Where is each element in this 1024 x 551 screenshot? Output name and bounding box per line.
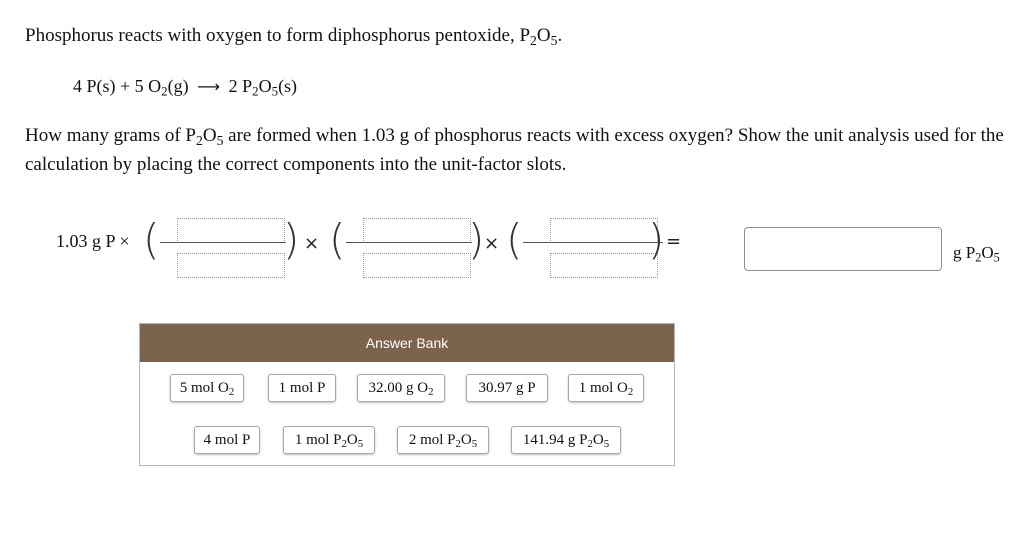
intro-text: Phosphorus reacts with oxygen to form diphosphorus pentoxide, $P_2O_5$.	[25, 25, 563, 48]
chemical-equation: 4 P(s) + 5 $O_2(g)$ ⟶ 2 $P_2O_5(s)$	[73, 76, 298, 99]
right-paren-3: )	[648, 215, 665, 264]
chip-30-97-g-p[interactable]: 30.97 g P	[466, 374, 548, 402]
right-paren-2: )	[468, 215, 485, 264]
chip-2-mol-p2o5[interactable]: 2 mol $P_2O_5$	[397, 426, 489, 454]
fraction-bar-2	[346, 242, 472, 243]
chip-1-mol-o2[interactable]: 1 mol $O_2$	[568, 374, 644, 402]
answer-input[interactable]	[744, 227, 942, 271]
answer-bank	[139, 323, 675, 466]
factor2-numerator-slot[interactable]	[363, 218, 471, 243]
fraction-bar-3	[523, 242, 663, 243]
factor3-numerator-slot[interactable]	[550, 218, 658, 243]
multiply-sign-2: ×	[484, 233, 500, 254]
left-paren-3: (	[506, 215, 523, 264]
left-paren-1: (	[143, 215, 160, 264]
chip-1-mol-p2o5[interactable]: 1 mol $P_2O_5$	[283, 426, 375, 454]
right-paren-1: )	[283, 215, 300, 264]
factor2-denominator-slot[interactable]	[363, 253, 471, 278]
fraction-bar-1	[160, 242, 286, 243]
factor1-denominator-slot[interactable]	[177, 253, 285, 278]
left-paren-2: (	[329, 215, 346, 264]
starting-quantity: 1.03 g P ×	[56, 231, 130, 251]
factor3-denominator-slot[interactable]	[550, 253, 658, 278]
question-text: How many grams of $P_2O_5$ are formed when 1.03 g of phosphorus reacts with excess oxygen? Show the unit analysis used for the calculation by placing the correct components into the unit-factor slots.	[25, 125, 1004, 175]
factor1-numerator-slot[interactable]	[177, 218, 285, 243]
chip-32-g-o2[interactable]: 32.00 g $O_2$	[357, 374, 445, 402]
multiply-sign-1: ×	[304, 233, 320, 254]
reaction-arrow: ⟶	[197, 77, 221, 96]
answer-bank-title: Answer Bank	[140, 324, 674, 362]
answer-unit: g $P_2O_5$	[953, 243, 1000, 265]
chip-5-mol-o2[interactable]: 5 mol $O_2$	[170, 374, 244, 402]
equals-sign: =	[666, 231, 682, 252]
chip-141-94-g-p2o5[interactable]: 141.94 g $P_2O_5$	[511, 426, 621, 454]
chip-1-mol-p[interactable]: 1 mol P	[268, 374, 336, 402]
chip-4-mol-p[interactable]: 4 mol P	[194, 426, 260, 454]
